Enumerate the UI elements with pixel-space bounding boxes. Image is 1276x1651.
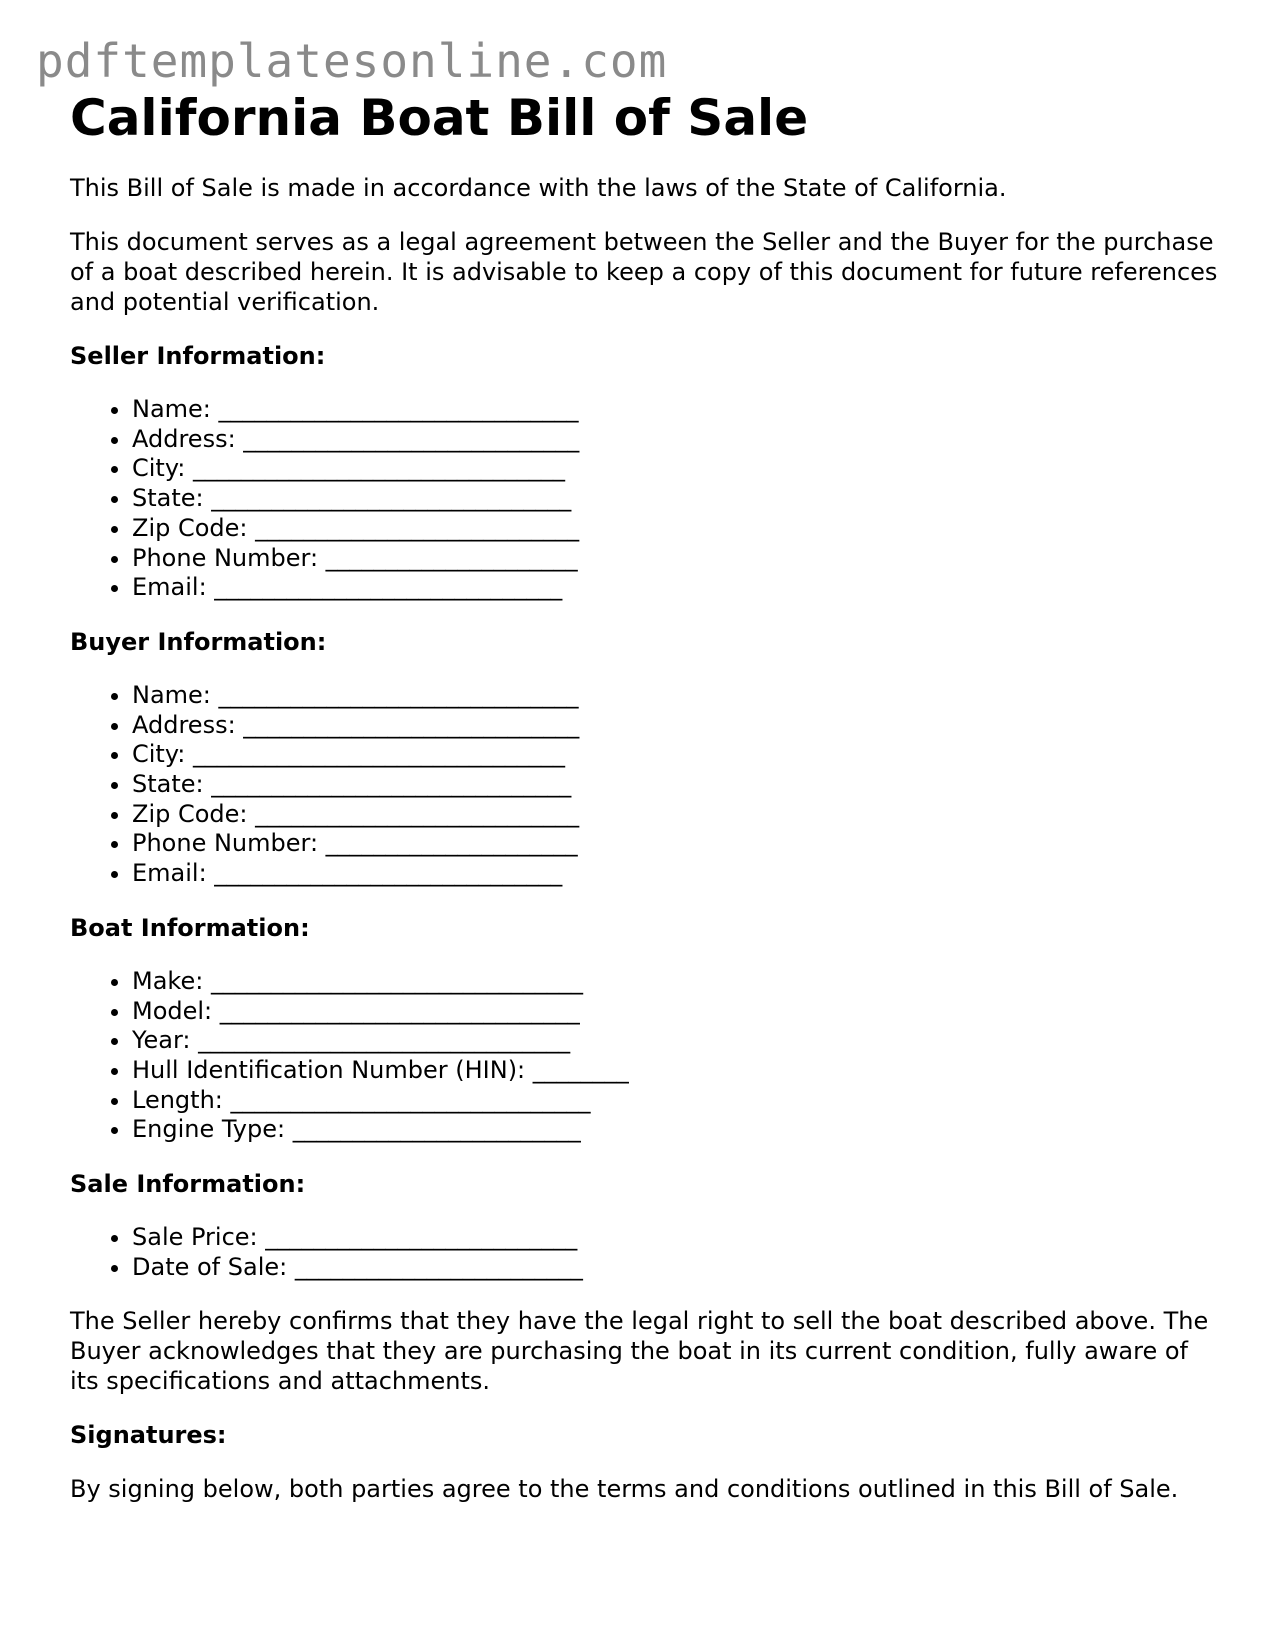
buyer-city-field[interactable]: • City: _______________________________ (132, 740, 1220, 770)
seller-name-field[interactable]: • Name: ______________________________ (132, 395, 1220, 425)
seller-state-field[interactable]: • State: ______________________________ (132, 484, 1220, 514)
seller-zip-field[interactable]: • Zip Code: ___________________________ (132, 514, 1220, 544)
boat-year-field[interactable]: • Year: _______________________________ (132, 1026, 1220, 1056)
boat-model-field[interactable]: • Model: ______________________________ (132, 997, 1220, 1027)
buyer-phone-field[interactable]: • Phone Number: _____________________ (132, 829, 1220, 859)
buyer-field-list (70, 681, 1220, 889)
sale-section-title: Sale Information: (70, 1170, 306, 1199)
boat-field-list (70, 967, 1220, 1145)
buyer-name-field[interactable]: • Name: ______________________________ (132, 681, 1220, 711)
boat-length-field[interactable]: • Length: ______________________________ (132, 1086, 1220, 1116)
seller-city-field[interactable]: • City: _______________________________ (132, 454, 1220, 484)
seller-phone-field[interactable]: • Phone Number: _____________________ (132, 544, 1220, 574)
seller-email-field[interactable]: • Email: _____________________________ (132, 573, 1220, 603)
document-title: California Boat Bill of Sale (70, 89, 809, 147)
boat-section-title: Boat Information: (70, 913, 310, 942)
signatures-section-title: Signatures: (70, 1421, 227, 1450)
seller-field-list (70, 395, 1220, 603)
signatures-paragraph: By signing below, both parties agree to the terms and conditions outlined in this Bill of Sale. (70, 1475, 1179, 1504)
buyer-state-field[interactable]: • State: ______________________________ (132, 770, 1220, 800)
intro-paragraph-2: This document serves as a legal agreement between the Seller and the Buyer for the purchase of a boat described herein. It is advisable to keep a copy of this document for future references and potential verification. (70, 228, 1218, 316)
watermark: pdftemplatesonline.com (36, 34, 668, 88)
seller-address-field[interactable]: • Address: ____________________________ (132, 425, 1220, 455)
boat-engine-type-field[interactable]: • Engine Type: ________________________ (132, 1115, 1220, 1145)
sale-date-field[interactable]: • Date of Sale: ________________________ (132, 1253, 1220, 1283)
buyer-email-field[interactable]: • Email: _____________________________ (132, 859, 1220, 889)
boat-make-field[interactable]: • Make: _______________________________ (132, 967, 1220, 997)
buyer-zip-field[interactable]: • Zip Code: ___________________________ (132, 800, 1220, 830)
buyer-section-title: Buyer Information: (70, 627, 327, 656)
document-body (70, 88, 1220, 1504)
sale-field-list (70, 1223, 1220, 1282)
buyer-address-field[interactable]: • Address: ____________________________ (132, 711, 1220, 741)
intro-paragraph-1: This Bill of Sale is made in accordance with the laws of the State of California. (70, 174, 1007, 202)
seller-section-title: Seller Information: (70, 342, 326, 370)
closing-paragraph: The Seller hereby confirms that they have the legal right to sell the boat described above. The Buyer acknowledges that they are purchasing the boat in its current condition, fully aware of its specifications and attachments. (70, 1307, 1209, 1396)
boat-hin-field[interactable]: • Hull Identification Number (HIN): ________ (132, 1056, 1220, 1086)
sale-price-field[interactable]: • Sale Price: __________________________ (132, 1223, 1220, 1253)
